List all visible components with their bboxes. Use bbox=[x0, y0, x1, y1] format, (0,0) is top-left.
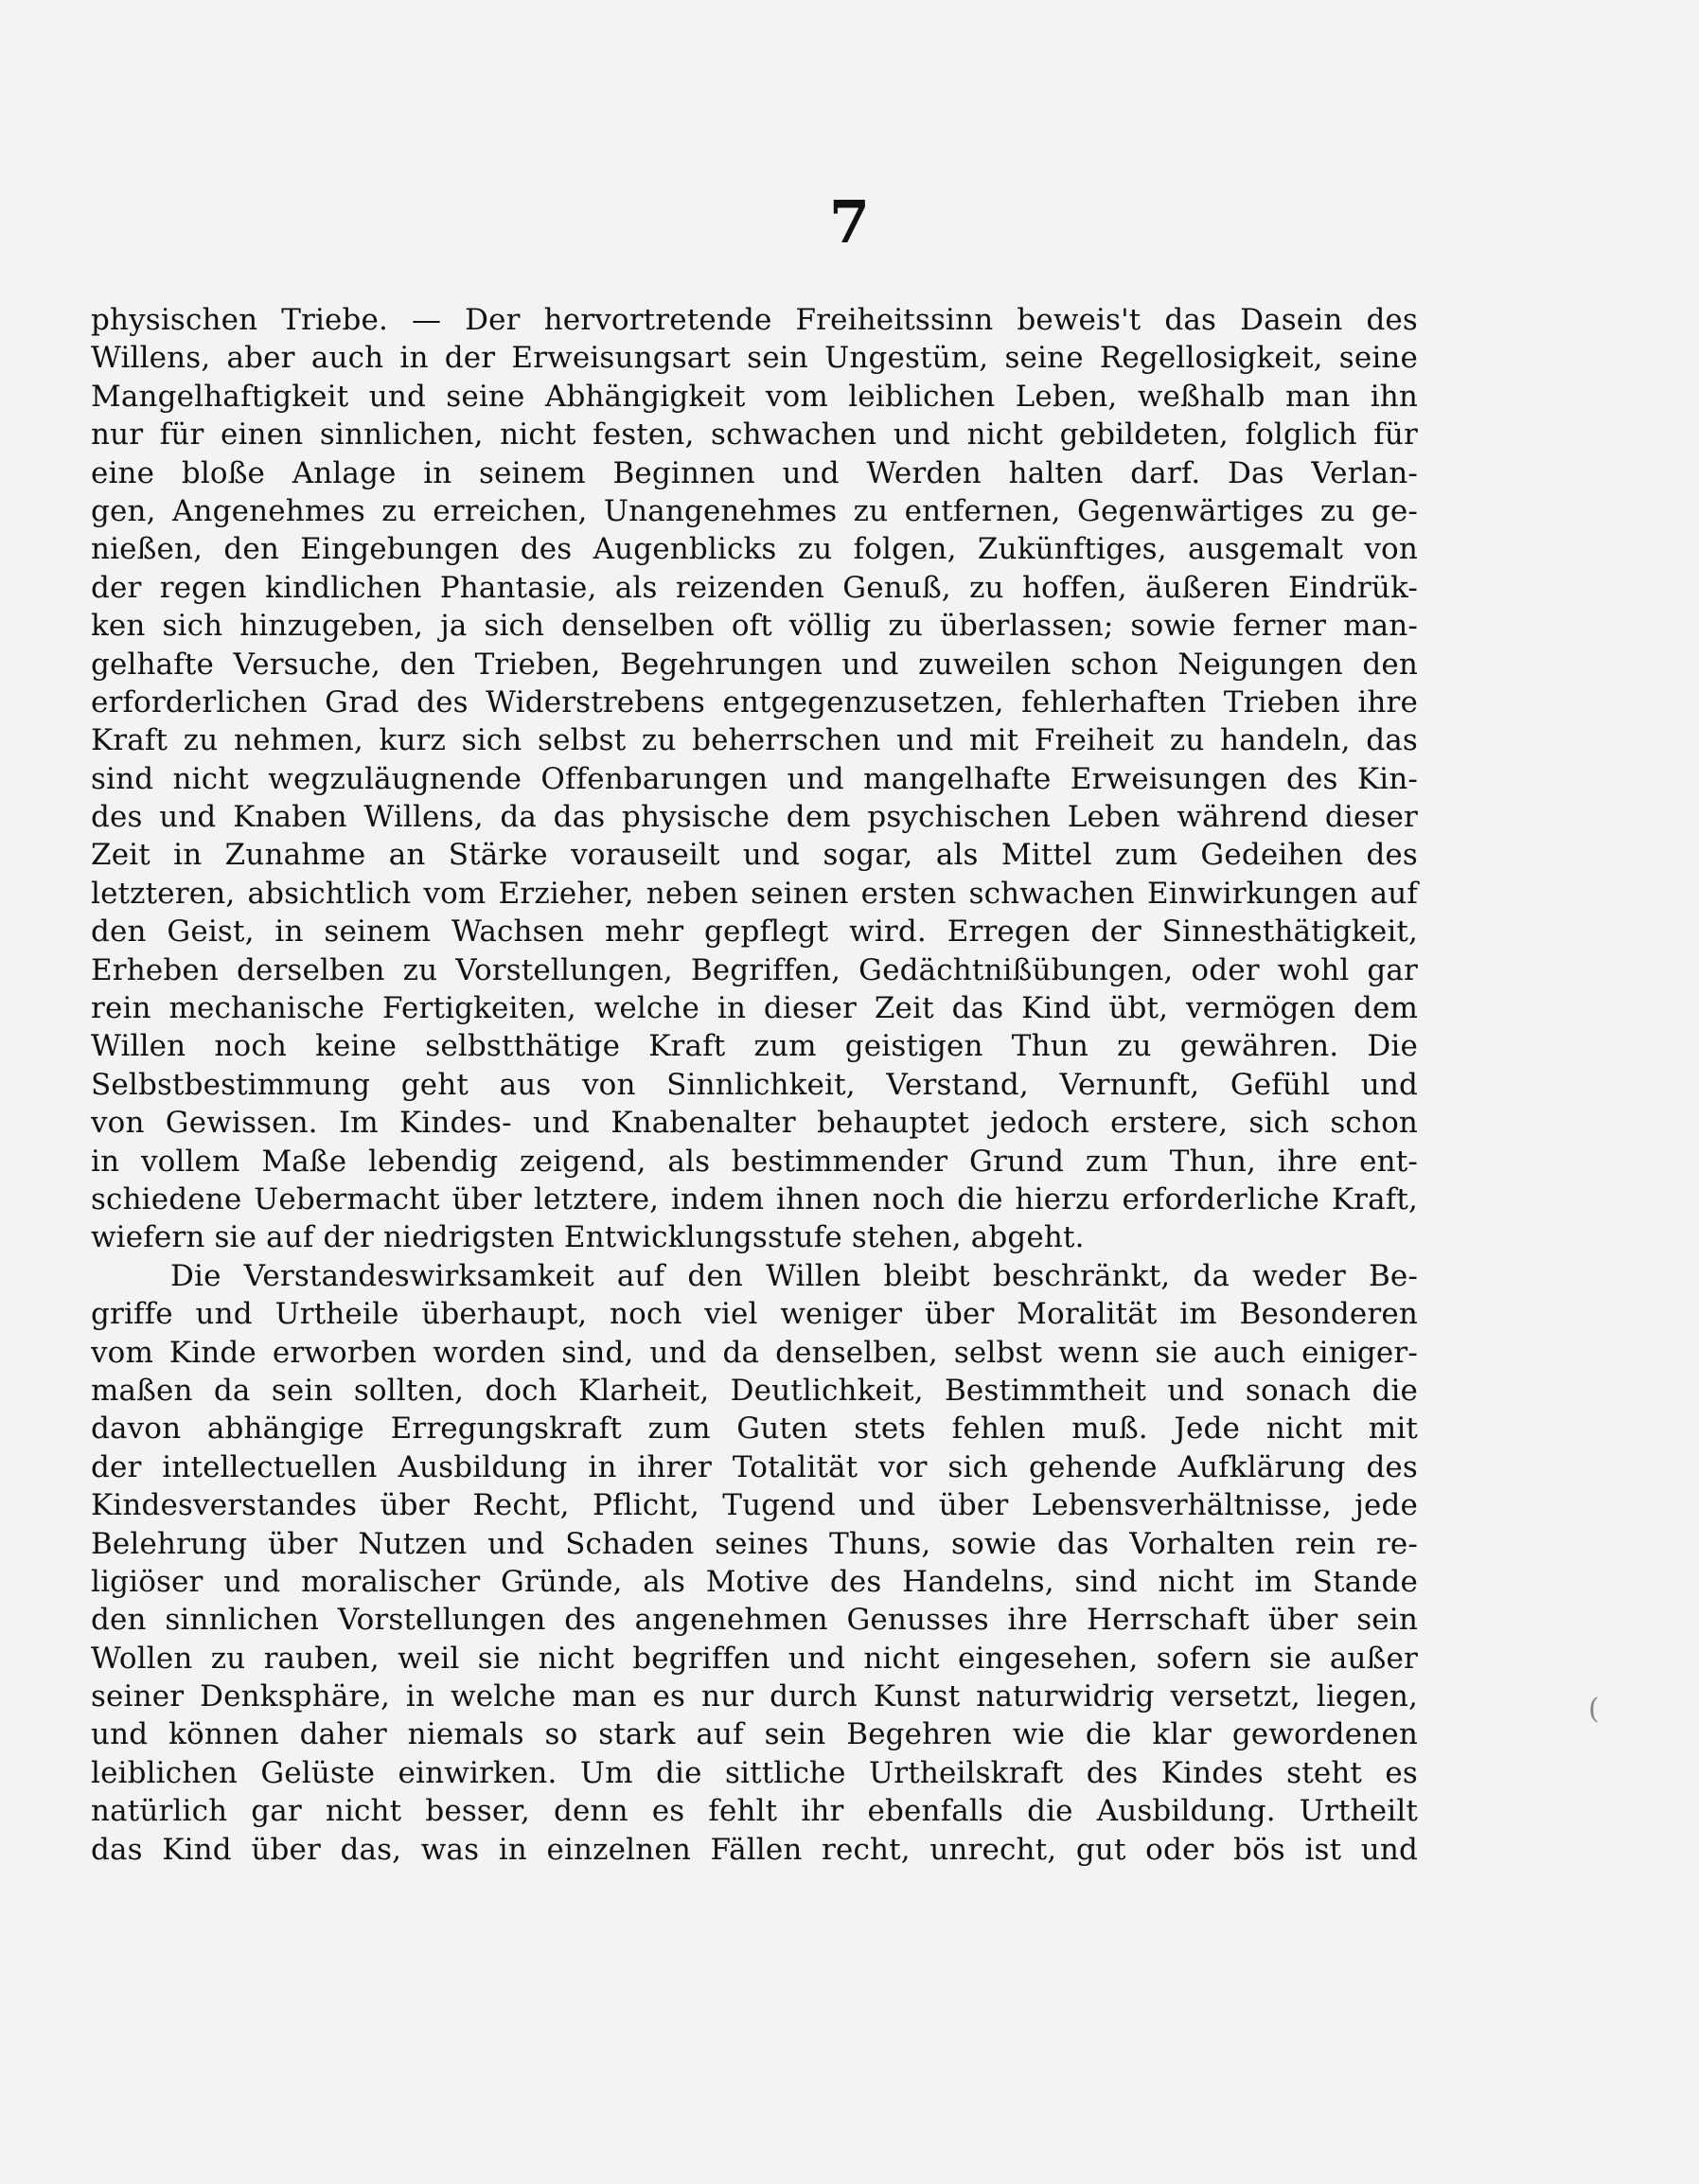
text-line: griffe und Urtheile überhaupt, noch viel weniger über Moralität im Besonderen bbox=[91, 1297, 1418, 1332]
text-line: vom Kinde erworben worden sind, und da denselben, selbst wenn sie auch einiger- bbox=[91, 1335, 1418, 1370]
text-line: Erheben derselben zu Vorstellungen, Begriffen, Gedächtnißübungen, oder wohl gar bbox=[91, 952, 1418, 987]
text-line: von Gewissen. Im Kindes- und Knabenalter behauptet jedoch erstere, sich schon bbox=[91, 1106, 1418, 1141]
text-line: das Kind über das, was in einzelnen Fällen recht, unrecht, gut oder bös ist und bbox=[91, 1832, 1418, 1867]
text-line: physischen Triebe. — Der hervortretende Freiheitssinn beweis't das Dasein des bbox=[91, 303, 1418, 337]
paragraph-p1 bbox=[91, 301, 1418, 1257]
text-line: Selbstbestimmung geht aus von Sinnlichkeit, Verstand, Vernunft, Gefühl und bbox=[91, 1067, 1418, 1102]
text-line: den sinnlichen Vorstellungen des angenehmen Genusses ihre Herrschaft über sein bbox=[91, 1603, 1418, 1638]
text-line: des und Knaben Willens, da das physische dem psychischen Leben während dieser bbox=[91, 800, 1418, 835]
text-line: Kindesverstandes über Recht, Pflicht, Tugend und über Lebensverhältnisse, jede bbox=[91, 1488, 1418, 1523]
text-line: den Geist, in seinem Wachsen mehr gepflegt wird. Erregen der Sinnesthätigkeit, bbox=[91, 914, 1418, 950]
text-line: wiefern sie auf der niedrigsten Entwicklungsstufe stehen, abgeht. bbox=[91, 1220, 1085, 1255]
text-line: in vollem Maße lebendig zeigend, als bestimmender Grund zum Thun, ihre ent- bbox=[91, 1144, 1418, 1179]
text-line: rein mechanische Fertigkeiten, welche in dieser Zeit das Kind übt, vermögen dem bbox=[91, 991, 1418, 1026]
text-line: ken sich hinzugeben, ja sich denselben oft völlig zu überlassen; sowie ferner man- bbox=[91, 609, 1418, 644]
text-line: leiblichen Gelüste einwirken. Um die sittliche Urtheilskraft des Kindes steht es bbox=[91, 1755, 1418, 1790]
text-line: Wollen zu rauben, weil sie nicht begriffen und nicht eingesehen, sofern sie außer bbox=[91, 1641, 1418, 1676]
text-line: sind nicht wegzuläugnende Offenbarungen und mangelhafte Erweisungen des Kin- bbox=[91, 761, 1418, 796]
text-line: Belehrung über Nutzen und Schaden seines Thuns, sowie das Vorhalten rein re- bbox=[91, 1526, 1418, 1561]
text-line: davon abhängige Erregungskraft zum Guten stets fehlen muß. Jede nicht mit bbox=[91, 1412, 1418, 1447]
text-line: nießen, den Eingebungen des Augenblicks zu folgen, Zukünftiges, ausgemalt von bbox=[91, 532, 1418, 567]
paragraph-p2 bbox=[91, 1257, 1418, 1869]
text-line: eine bloße Anlage in seinem Beginnen und Werden halten darf. Das Verlan- bbox=[91, 455, 1418, 490]
text-line: ligiöser und moralischer Gründe, als Motive des Handelns, sind nicht im Stande bbox=[91, 1564, 1418, 1599]
page-number: 7 bbox=[828, 187, 871, 257]
text-line: Willen noch keine selbstthätige Kraft zum geistigen Thun zu gewähren. Die bbox=[91, 1029, 1418, 1064]
text-line: erforderlichen Grad des Widerstrebens entgegenzusetzen, fehlerhaften Trieben ihre bbox=[91, 684, 1418, 719]
text-line: und können daher niemals so stark auf sein Begehren wie die klar gewordenen bbox=[91, 1717, 1418, 1752]
text-line: gelhafte Versuche, den Trieben, Begehrungen und zuweilen schon Neigungen den bbox=[91, 647, 1418, 682]
text-line: seiner Denksphäre, in welche man es nur durch Kunst naturwidrig versetzt, liegen, bbox=[91, 1679, 1418, 1714]
text-line: letzteren, absichtlich vom Erzieher, neben seinen ersten schwachen Einwirkungen auf bbox=[91, 876, 1418, 911]
margin-mark: ( bbox=[1588, 1693, 1600, 1726]
text-line: schiedene Uebermacht über letztere, indem ihnen noch die hierzu erforderliche Kraft, bbox=[91, 1181, 1418, 1216]
text-line: gen, Angenehmes zu erreichen, Unangenehmes zu entfernen, Gegenwärtiges zu ge- bbox=[91, 493, 1418, 528]
text-line: Mangelhaftigkeit und seine Abhängigkeit vom leiblichen Leben, weßhalb man ihn bbox=[91, 379, 1418, 414]
text-line: Die Verstandeswirksamkeit auf den Willen bleibt beschränkt, da weder Be- bbox=[170, 1258, 1418, 1293]
text-line: der intellectuellen Ausbildung in ihrer Totalität vor sich gehende Aufklärung des bbox=[91, 1449, 1418, 1484]
text-line: Willens, aber auch in der Erweisungsart sein Ungestüm, seine Regellosigkeit, seine bbox=[91, 341, 1418, 376]
text-line: Kraft zu nehmen, kurz sich selbst zu beherrschen und mit Freiheit zu handeln, das bbox=[91, 723, 1418, 758]
body-text bbox=[91, 301, 1418, 1869]
text-line: natürlich gar nicht besser, denn es fehlt ihr ebenfalls die Ausbildung. Urtheilt bbox=[91, 1794, 1418, 1829]
text-line: nur für einen sinnlichen, nicht festen, schwachen und nicht gebildeten, folglich für bbox=[91, 417, 1418, 453]
text-line: maßen da sein sollten, doch Klarheit, Deutlichkeit, Bestimmtheit und sonach die bbox=[91, 1373, 1418, 1408]
text-line: der regen kindlichen Phantasie, als reizenden Genuß, zu hoffen, äußeren Eindrük- bbox=[91, 570, 1418, 605]
text-line: Zeit in Zunahme an Stärke vorauseilt und sogar, als Mittel zum Gedeihen des bbox=[91, 838, 1418, 873]
